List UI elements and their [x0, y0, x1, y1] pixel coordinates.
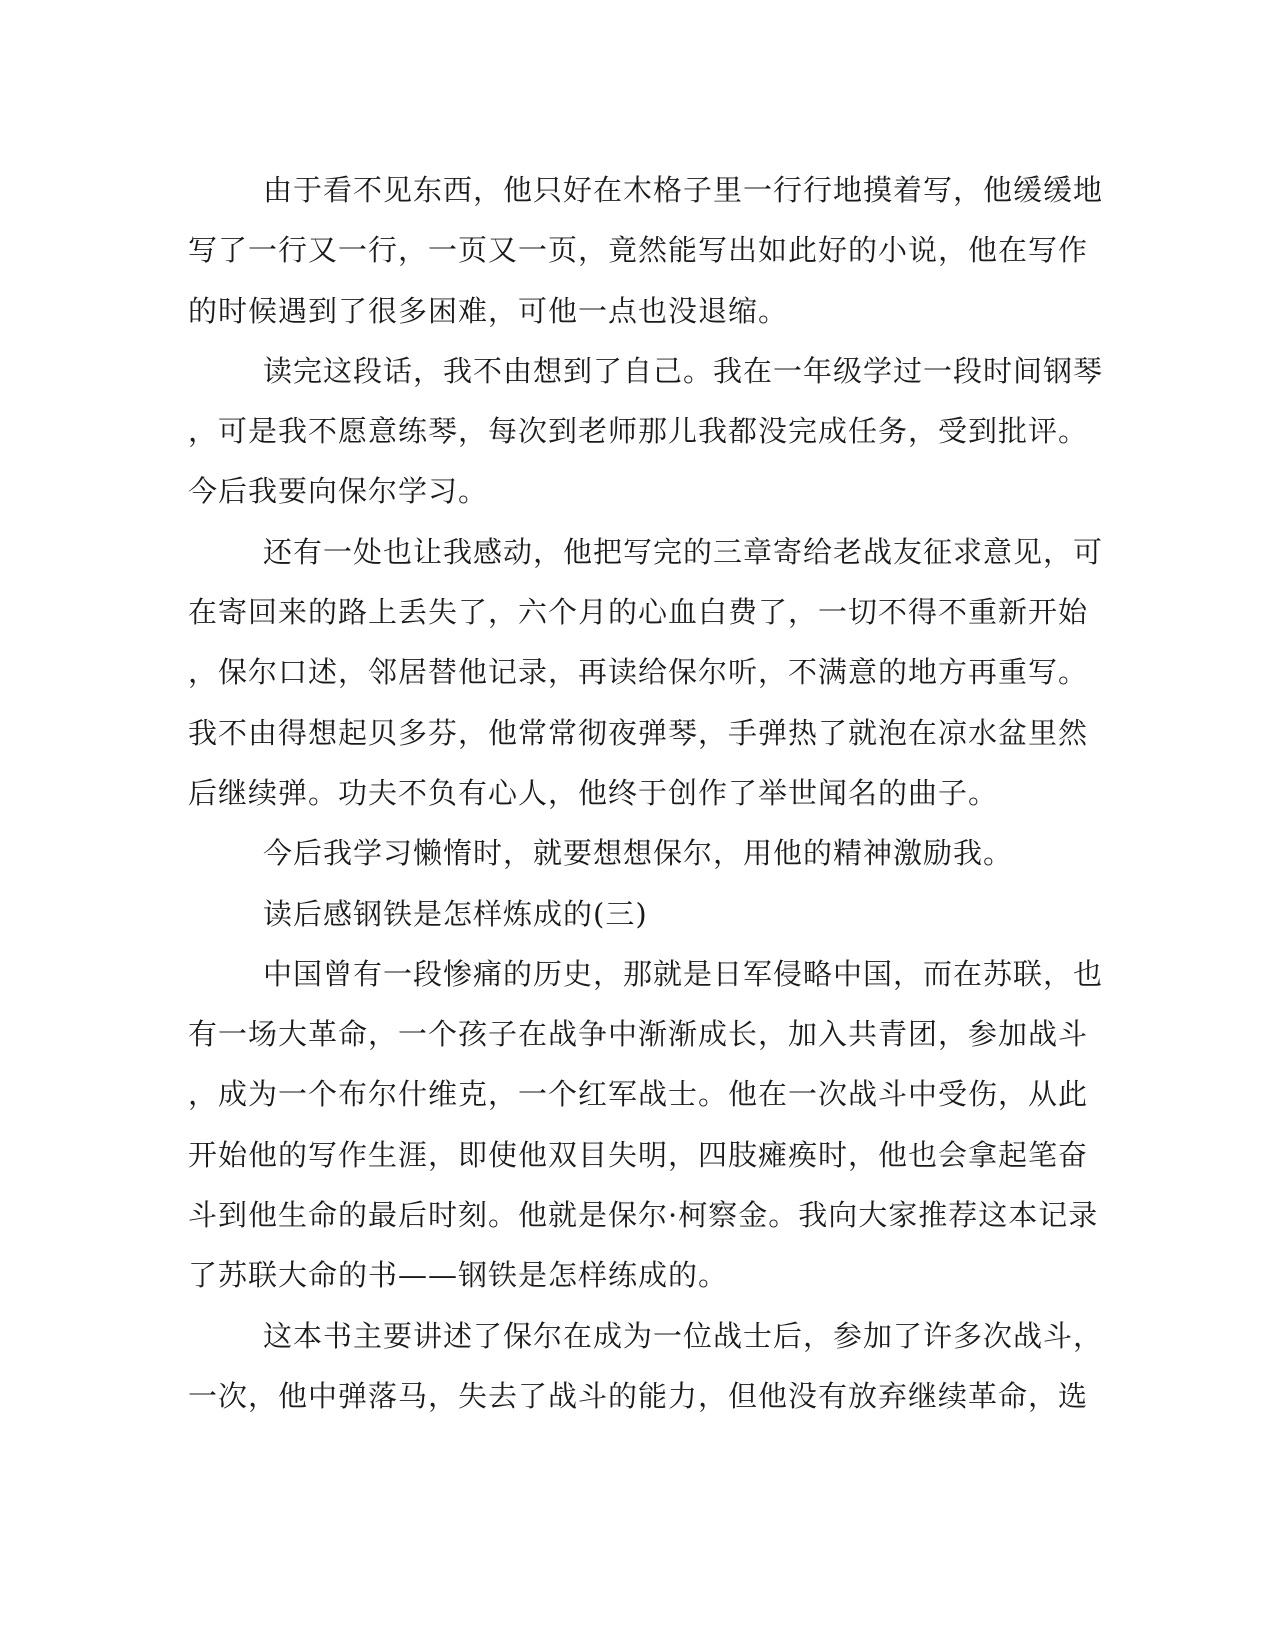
text-line: 我不由得想起贝多芬，他常常彻夜弹琴，手弹热了就泡在凉水盆里然 [188, 715, 1089, 750]
text-line: 后继续弹。功夫不负有心人，他终于创作了举世闻名的曲子。 [188, 775, 999, 810]
text-line: 由于看不见东西，他只好在木格子里一行行地摸着写，他缓缓地 [263, 173, 1104, 207]
text-line: 今后我学习懒惰时，就要想想保尔，用他的精神激励我。 [263, 836, 1014, 871]
section-heading: 读后感钢铁是怎样炼成的(三) [263, 896, 648, 931]
text-line: 写了一行又一行，一页又一页，竟然能写出如此好的小说，他在写作 [188, 233, 1089, 268]
text-line: ，保尔口述，邻居替他记录，再读给保尔听，不满意的地方再重写。 [188, 655, 1089, 690]
text-line: 了苏联大命的书——钢铁是怎样练成的。 [188, 1258, 729, 1293]
text-line: 读完这段话，我不由想到了自己。我在一年级学过一段时间钢琴 [263, 353, 1104, 388]
text-line: 开始他的写作生涯，即使他双目失明，四肢瘫痪时，他也会拿起笔奋 [188, 1137, 1089, 1172]
text-line: 有一场大革命，一个孩子在战争中渐渐成长，加入共青团，参加战斗 [188, 1017, 1089, 1052]
text-line: 一次，他中弹落马，失去了战斗的能力，但他没有放弃继续革命，选 [188, 1378, 1089, 1413]
text-line: ，可是我不愿意练琴，每次到老师那儿我都没完成任务，受到批评。 [188, 414, 1089, 449]
text-line: 今后我要向保尔学习。 [188, 474, 489, 509]
text-line: ，成为一个布尔什维克，一个红军战士。他在一次战斗中受伤，从此 [188, 1077, 1089, 1112]
text-line: 斗到他生命的最后时刻。他就是保尔·柯察金。我向大家推荐这本记录 [188, 1198, 1099, 1233]
body-text [188, 160, 1104, 1426]
text-line: 的时候遇到了很多困难，可他一点也没退缩。 [188, 293, 789, 328]
text-line: 还有一处也让我感动，他把写完的三章寄给老战友征求意见，可 [263, 534, 1104, 569]
text-line: 这本书主要讲述了保尔在成为一位战士后，参加了许多次战斗， [263, 1318, 1104, 1353]
text-line: 在寄回来的路上丢失了，六个月的心血白费了，一切不得不重新开始 [188, 595, 1089, 630]
text-line: 中国曾有一段惨痛的历史，那就是日军侵略中国，而在苏联，也 [263, 956, 1104, 991]
